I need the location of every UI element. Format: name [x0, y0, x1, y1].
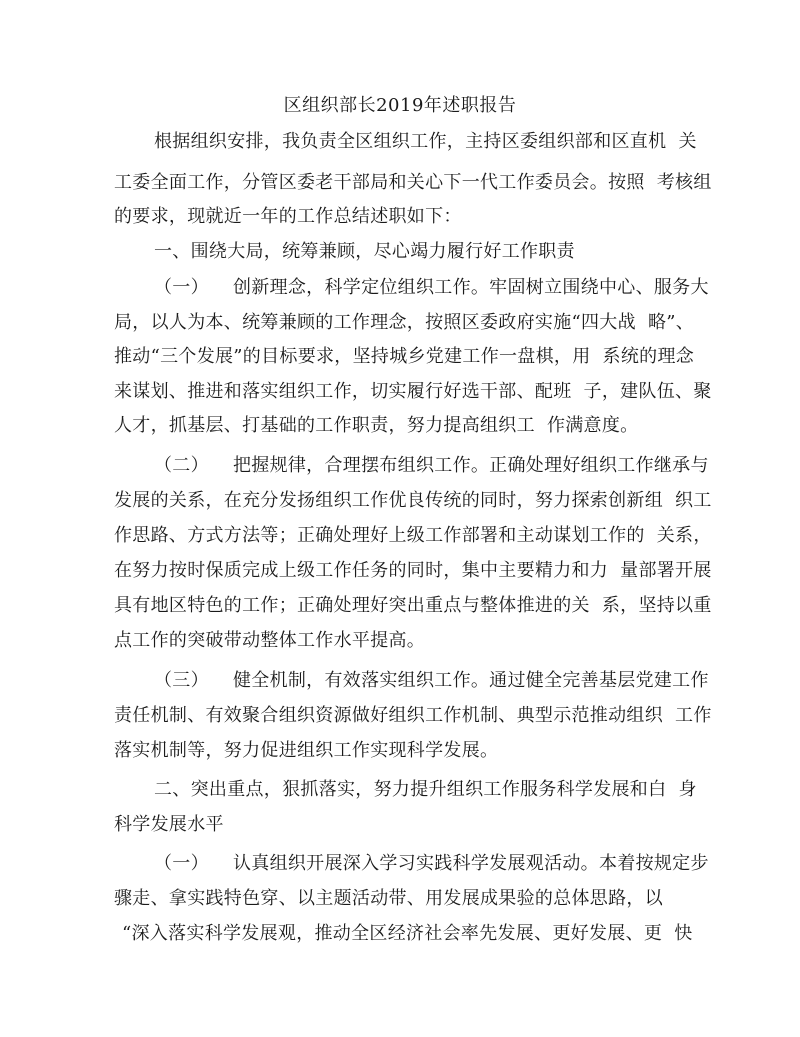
paragraph-line: 具有地区特色的工作；正确处理好突出重点与整体推进的关 系，坚持以重	[114, 595, 712, 616]
paragraph-line: （二） 把握规律，合理摆布组织工作。正确处理好组织工作继承与	[154, 455, 709, 476]
paragraph-line: 骤走、拿实践特色穿、以主题活动带、用发展成果验的总体思路，以	[114, 888, 663, 909]
paragraph-line: （一） 认真组织开展深入学习实践科学发展观活动。本着按规定步	[154, 853, 709, 874]
paragraph-line: （三） 健全机制，有效落实组织工作。通过健全完善基层党建工作	[154, 670, 709, 691]
paragraph-line: （一） 创新理念，科学定位组织工作。牢固树立围绕中心、服务大	[154, 277, 709, 298]
paragraph-line: 点工作的突破带动整体工作水平提高。	[114, 630, 426, 651]
section-heading: 一、围绕大局，统筹兼顾，尽心竭力履行好工作职责	[154, 241, 575, 262]
paragraph-line: 根据组织安排，我负责全区组织工作，主持区委组织部和区直机 关	[154, 131, 697, 152]
paragraph-line: 人才，抓基层、打基础的工作职责，努力提高组织工 作满意度。	[114, 415, 639, 436]
section-heading: 二、突出重点，狠抓落实，努力提升组织工作服务科学发展和白 身	[154, 779, 697, 800]
document-title: 区组织部长2019年述职报告	[283, 95, 517, 116]
paragraph-line: 责任机制、有效聚合组织资源做好组织工作机制、典型示范推动组织 工作	[114, 705, 712, 726]
section-heading: 科学发展水平	[114, 814, 224, 835]
paragraph-line: 推动“三个发展”的目标要求，坚持城乡党建工作一盘棋，用 系统的理念	[114, 346, 695, 367]
paragraph-line: 落实机制等，努力促进组织工作实现科学发展。	[114, 740, 499, 761]
paragraph-line: 来谋划、推进和落实组织工作，切实履行好选干部、配班 子，建队伍、聚	[114, 381, 712, 402]
paragraph-line: 作思路、方式方法等；正确处理好上级工作部署和主动谋划工作的 关系，	[114, 525, 712, 546]
paragraph-line: 在努力按时保质完成上级工作任务的同时，集中主要精力和力 量部署开展	[114, 560, 712, 581]
paragraph-line: 局，以人为本、统筹兼顾的工作理念，按照区委政府实施“四大战 略”、	[114, 312, 695, 333]
paragraph-line: 发展的关系，在充分发扬组织工作优良传统的同时，努力探索创新组 织工	[114, 490, 712, 511]
paragraph-line: 的要求，现就近一年的工作总结述职如下：	[114, 206, 462, 227]
paragraph-line: 工委全面工作，分管区委老干部局和关心下一代工作委员会。按照 考核组	[114, 172, 712, 193]
paragraph-line: “深入落实科学发展观，推动全区经济社会率先发展、更好发展、更 快	[122, 923, 693, 944]
